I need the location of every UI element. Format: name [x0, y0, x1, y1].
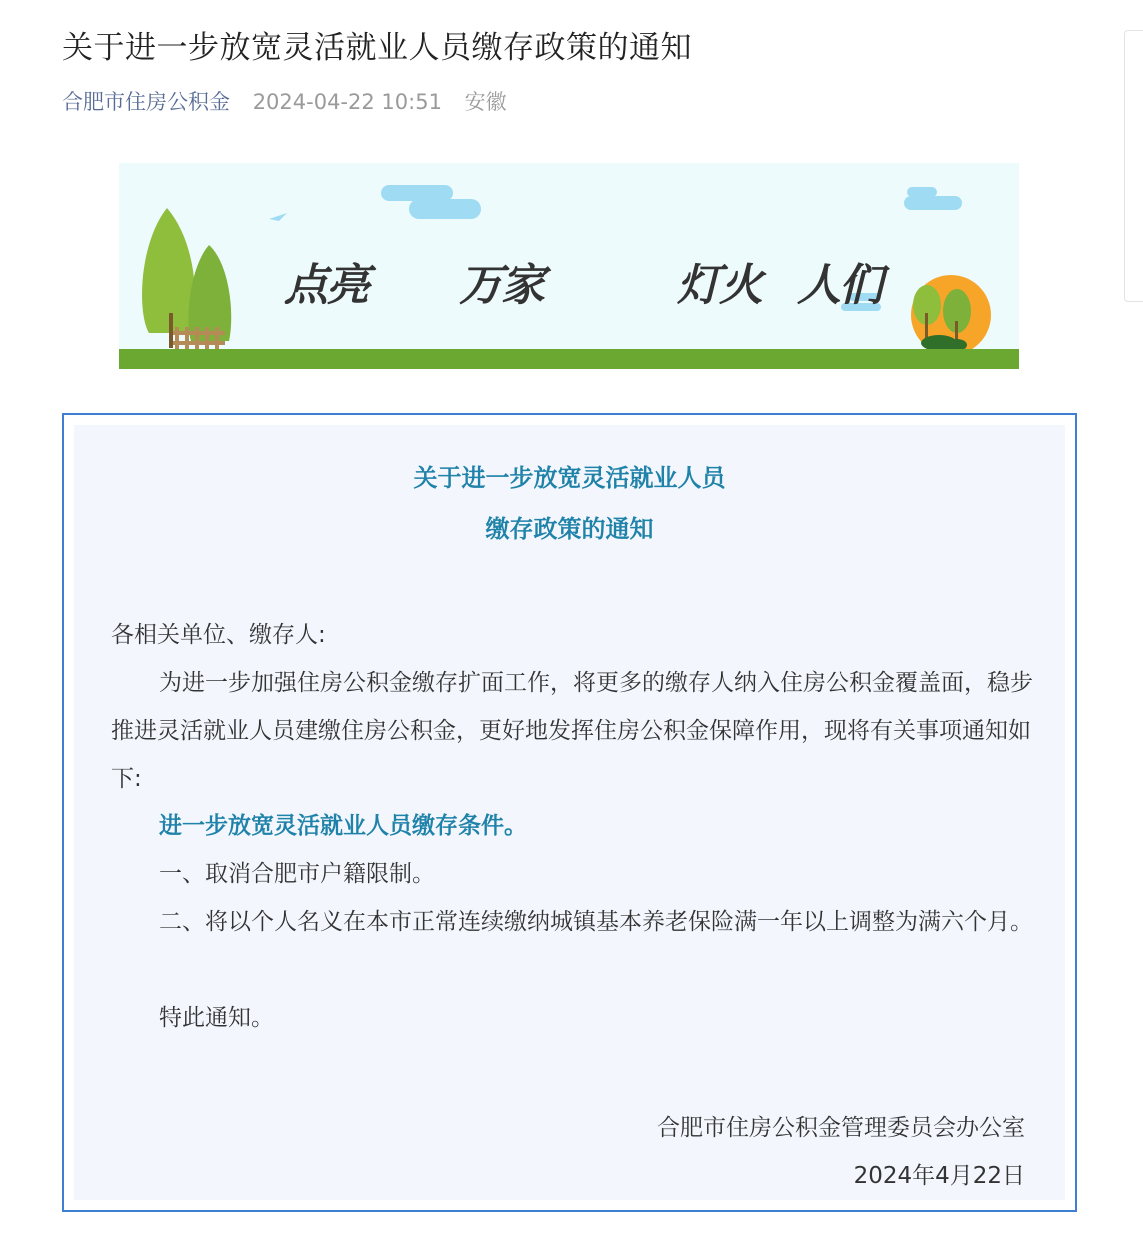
salutation: 各相关单位、缴存人:: [111, 622, 326, 648]
notice-body: [74, 425, 1065, 1200]
banner-illustration: [119, 163, 1019, 369]
notice-box: [62, 413, 1077, 1212]
closing: 特此通知。: [159, 1005, 274, 1031]
signer: 合肥市住房公积金管理委员会办公室: [657, 1115, 1025, 1141]
banner-slogan-1: 点亮: [284, 260, 368, 311]
notice-date: 2024年4月22日: [853, 1163, 1025, 1189]
notice-title-line1: 关于进一步放宽灵活就业人员: [413, 464, 726, 492]
notice-title-line2: 缴存政策的通知: [485, 515, 654, 543]
article-title: 关于进一步放宽灵活就业人员缴存政策的通知: [62, 30, 692, 66]
source-account-link[interactable]: 合肥市住房公积金: [62, 90, 230, 114]
banner-slogan-4: 人们: [797, 260, 881, 311]
item-2: 二、将以个人名义在本市正常连续缴纳城镇基本养老保险满一年以上调整为满六个月。: [159, 909, 1033, 935]
banner-slogan-2: 万家: [459, 260, 543, 311]
grass-strip: [119, 349, 1019, 369]
publish-region: 安徽: [464, 90, 507, 114]
banner-image: [119, 163, 1019, 369]
article-meta: [62, 86, 507, 116]
banner-slogan-3: 灯火: [677, 260, 761, 311]
publish-time: 2024-04-22 10:51: [252, 90, 442, 114]
item-1: 一、取消合肥市户籍限制。: [159, 861, 435, 887]
intro-paragraph: 为进一步加强住房公积金缴存扩面工作，将更多的缴存人纳入住房公积金覆盖面，稳步推进灵活就业人员建缴住房公积金，更好地发挥住房公积金保障作用，现将有关事项通知如下:: [111, 670, 1033, 792]
side-panel-edge: [1124, 30, 1143, 302]
section-heading: 进一步放宽灵活就业人员缴存条件。: [159, 813, 527, 839]
